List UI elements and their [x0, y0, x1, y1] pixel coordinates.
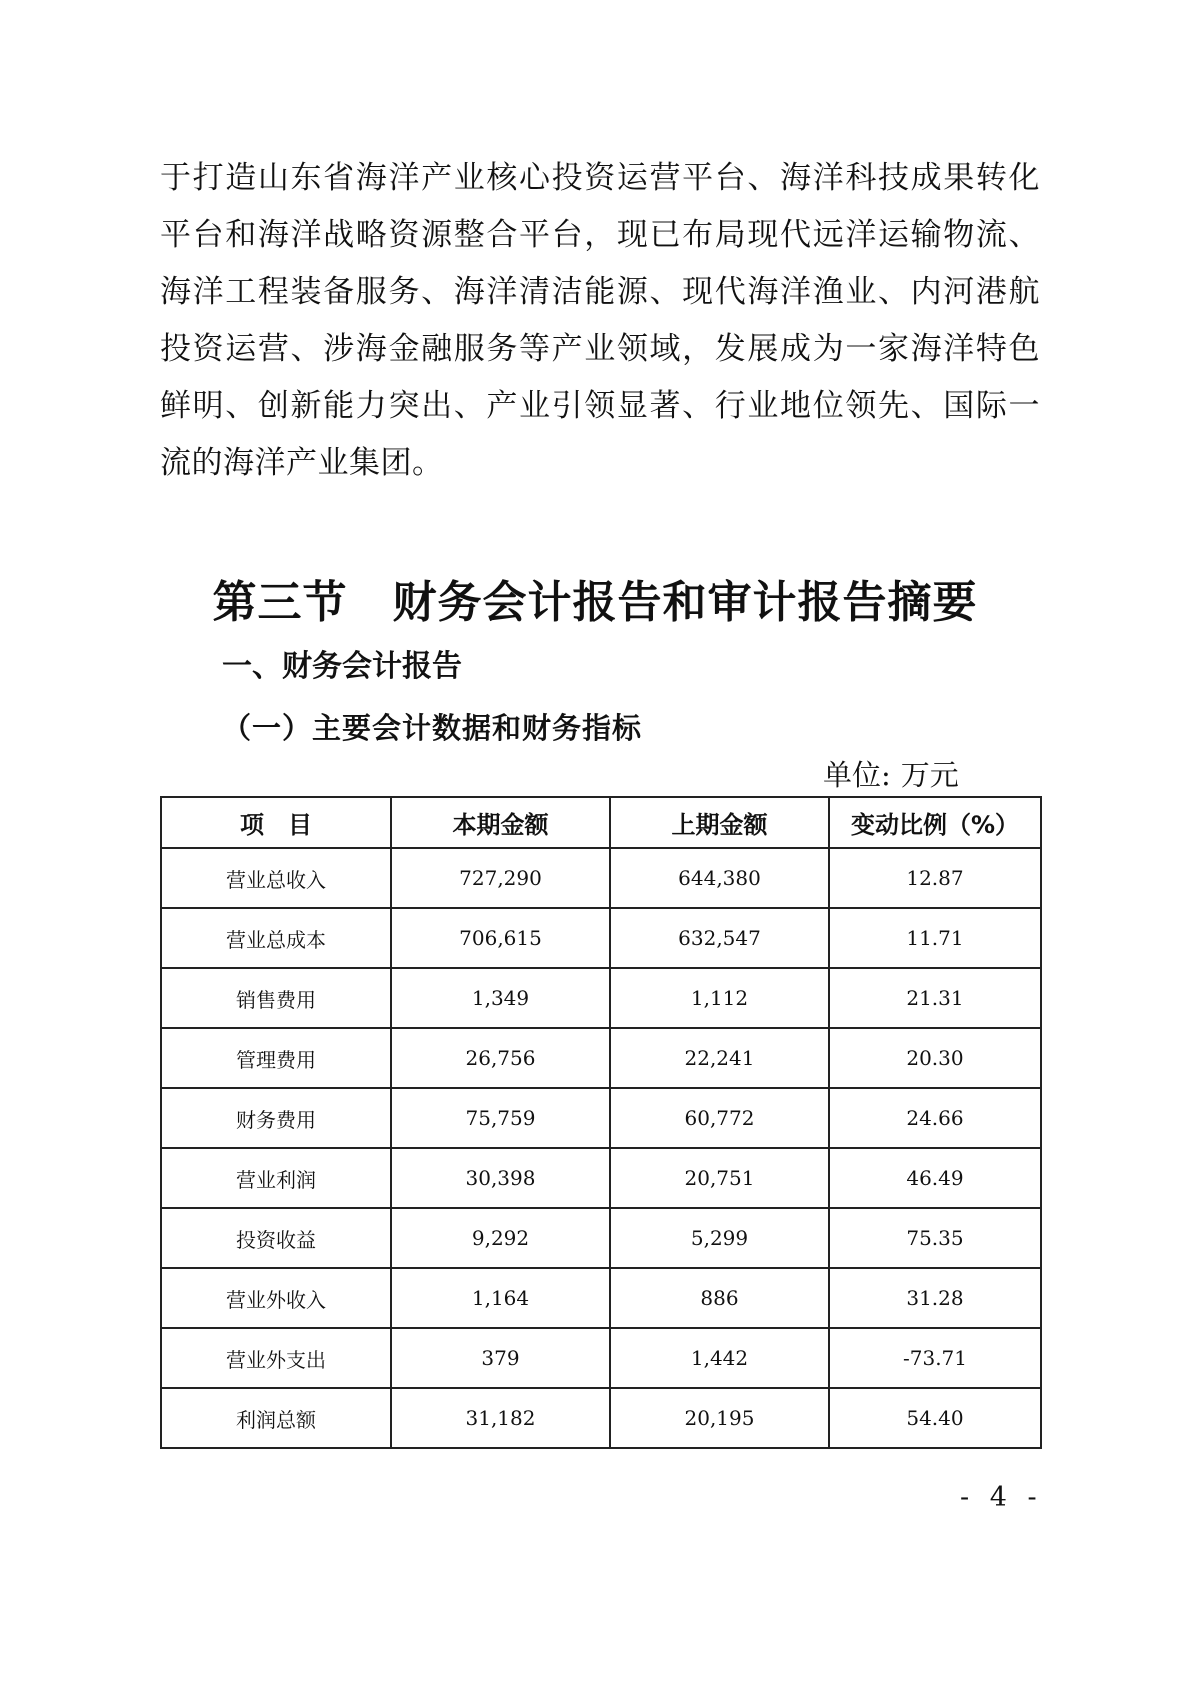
unit-label: 单位: — [823, 758, 891, 792]
cell-change-percent: 11.71 — [829, 908, 1041, 968]
intro-paragraph: 于打造山东省海洋产业核心投资运营平台、海洋科技成果转化平台和海洋战略资源整合平台，现已布局现代远洋运输物流、海洋工程装备服务、海洋清洁能源、现代海洋渔业、内河港航投资运营、涉海金融服务等产业领域，发展成为一家海洋特色鲜明、创新能力突出、产业引领显著、行业地位领先、国际一流的海洋产业集团。 — [160, 160, 1040, 481]
cell-current-amount: 1,164 — [391, 1268, 610, 1328]
sub-heading: 一、财务会计报告 — [222, 649, 462, 684]
cell-previous-amount: 1,442 — [610, 1328, 829, 1388]
cell-change-percent: 75.35 — [829, 1208, 1041, 1268]
cell-item: 管理费用 — [161, 1028, 391, 1088]
cell-change-percent: 20.30 — [829, 1028, 1041, 1088]
sub-sub-heading: （一）主要会计数据和财务指标 — [222, 711, 643, 745]
unit-value: 万元 — [900, 758, 959, 792]
cell-previous-amount: 632,547 — [610, 908, 829, 968]
cell-previous-amount: 886 — [610, 1268, 829, 1328]
table-row — [161, 908, 1041, 968]
cell-current-amount: 30,398 — [391, 1148, 610, 1208]
cell-current-amount: 31,182 — [391, 1388, 610, 1448]
cell-change-percent: 21.31 — [829, 968, 1041, 1028]
cell-item: 营业外支出 — [161, 1328, 391, 1388]
cell-item: 利润总额 — [161, 1388, 391, 1448]
table-row — [161, 1088, 1041, 1148]
financial-data-table — [160, 796, 1042, 1449]
cell-change-percent: 24.66 — [829, 1088, 1041, 1148]
table-row — [161, 1328, 1041, 1388]
table-row — [161, 1208, 1041, 1268]
table-header-row — [161, 797, 1041, 848]
table-row — [161, 1028, 1041, 1088]
cell-current-amount: 75,759 — [391, 1088, 610, 1148]
cell-previous-amount: 1,112 — [610, 968, 829, 1028]
cell-item: 财务费用 — [161, 1088, 391, 1148]
cell-change-percent: 46.49 — [829, 1148, 1041, 1208]
cell-previous-amount: 60,772 — [610, 1088, 829, 1148]
header-change-percent: 变动比例（%） — [829, 797, 1041, 848]
cell-change-percent: 54.40 — [829, 1388, 1041, 1448]
cell-item: 投资收益 — [161, 1208, 391, 1268]
header-previous-amount: 上期金额 — [610, 797, 829, 848]
cell-previous-amount: 5,299 — [610, 1208, 829, 1268]
table-row — [161, 968, 1041, 1028]
cell-previous-amount: 20,195 — [610, 1388, 829, 1448]
cell-item: 营业外收入 — [161, 1268, 391, 1328]
cell-change-percent: -73.71 — [829, 1328, 1041, 1388]
table-row — [161, 1148, 1041, 1208]
cell-item: 营业总收入 — [161, 848, 391, 908]
header-current-amount: 本期金额 — [391, 797, 610, 848]
cell-current-amount: 727,290 — [391, 848, 610, 908]
table-row — [161, 1388, 1041, 1448]
cell-current-amount: 379 — [391, 1328, 610, 1388]
cell-item: 销售费用 — [161, 968, 391, 1028]
page-number: - 4 - — [960, 1482, 1043, 1513]
cell-current-amount: 26,756 — [391, 1028, 610, 1088]
table-row — [161, 1268, 1041, 1328]
cell-current-amount: 1,349 — [391, 968, 610, 1028]
cell-change-percent: 31.28 — [829, 1268, 1041, 1328]
header-item: 项 目 — [161, 797, 391, 848]
cell-current-amount: 706,615 — [391, 908, 610, 968]
cell-previous-amount: 20,751 — [610, 1148, 829, 1208]
cell-current-amount: 9,292 — [391, 1208, 610, 1268]
cell-item: 营业利润 — [161, 1148, 391, 1208]
cell-item: 营业总成本 — [161, 908, 391, 968]
table-row — [161, 848, 1041, 908]
cell-previous-amount: 22,241 — [610, 1028, 829, 1088]
unit-note — [823, 755, 969, 795]
section-title: 第三节 财务会计报告和审计报告摘要 — [212, 577, 978, 628]
cell-change-percent: 12.87 — [829, 848, 1041, 908]
cell-previous-amount: 644,380 — [610, 848, 829, 908]
